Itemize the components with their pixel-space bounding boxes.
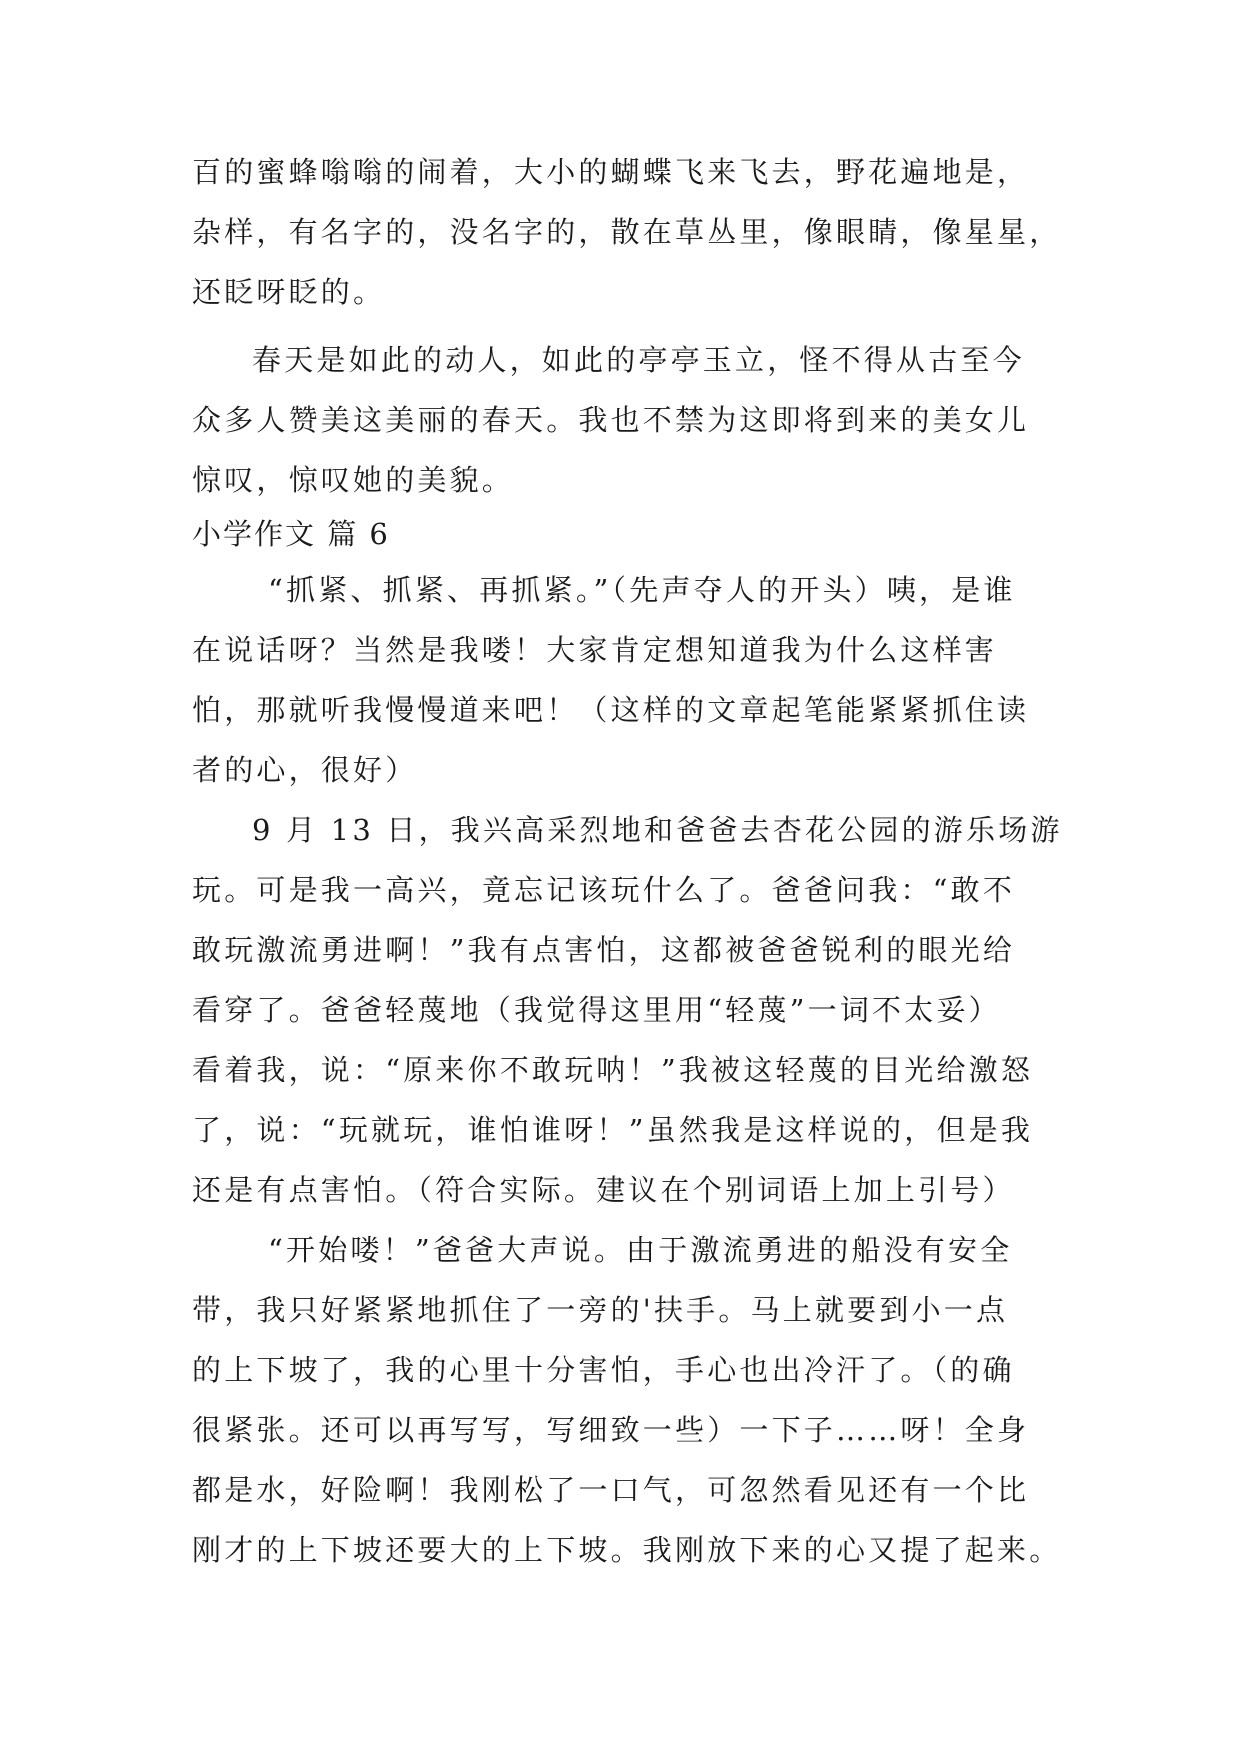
- text-line: 在说话呀？当然是我喽！大家肯定想知道我为什么这样害: [192, 633, 998, 667]
- text-line: 惊叹，惊叹她的美貌。: [192, 463, 515, 497]
- text-line: 敢玩激流勇进啊！”我有点害怕，这都被爸爸锐利的眼光给: [192, 933, 1016, 967]
- text-line: 还眨呀眨的。: [192, 275, 386, 309]
- text-line: 者的心，很好）: [192, 753, 418, 787]
- text-line: 都是水，好险啊！我刚松了一口气，可忽然看见还有一个比: [192, 1473, 1030, 1507]
- text-line: 了，说：“玩就玩，谁怕谁呀！”虽然我是这样说的，但是我: [192, 1113, 1034, 1147]
- paragraph-first-line: “抓紧、抓紧、再抓紧。”（先声夺人的开头）咦，是谁: [268, 573, 1016, 607]
- text-line: 杂样，有名字的，没名字的，散在草丛里，像眼睛，像星星，: [192, 215, 1062, 249]
- text-line: 众多人赞美这美丽的春天。我也不禁为这即将到来的美女儿: [192, 403, 1030, 437]
- section-heading: 小学作文 篇 6: [192, 517, 390, 551]
- text-line: 看穿了。爸爸轻蔑地（我觉得这里用“轻蔑”一词不太妥）: [192, 993, 1001, 1027]
- text-line: 百的蜜蜂嗡嗡的闹着，大小的蝴蝶飞来飞去，野花遍地是，: [192, 155, 1030, 189]
- text-line: 还是有点害怕。（符合实际。建议在个别词语上加上引号）: [192, 1173, 1015, 1207]
- text-line: 的上下坡了，我的心里十分害怕，手心也出冷汗了。（的确: [192, 1353, 1015, 1387]
- paragraph-first-line: 春天是如此的动人，如此的亭亭玉立，怪不得从古至今: [252, 343, 1025, 377]
- text-line: 很紧张。还可以再写写，写细致一些）一下子……呀！全身: [192, 1413, 1030, 1447]
- text-line: 看着我，说：“原来你不敢玩呐！”我被这轻蔑的目光给激怒: [192, 1053, 1034, 1087]
- paragraph-first-line: “开始喽！”爸爸大声说。由于激流勇进的船没有安全: [268, 1233, 1013, 1267]
- text-line: 带，我只好紧紧地抓住了一旁的'扶手。马上就要到小一点: [192, 1293, 1009, 1327]
- text-line: 怕，那就听我慢慢道来吧！（这样的文章起笔能紧紧抓住读: [192, 693, 1030, 727]
- paragraph-first-line: 9 月 13 日，我兴高采烈地和爸爸去杏花公园的游乐场游: [252, 813, 1063, 847]
- text-line: 玩。可是我一高兴，竟忘记该玩什么了。爸爸问我：“敢不: [192, 873, 1016, 907]
- text-line: 刚才的上下坡还要大的上下坡。我刚放下来的心又提了起来。: [192, 1533, 1062, 1567]
